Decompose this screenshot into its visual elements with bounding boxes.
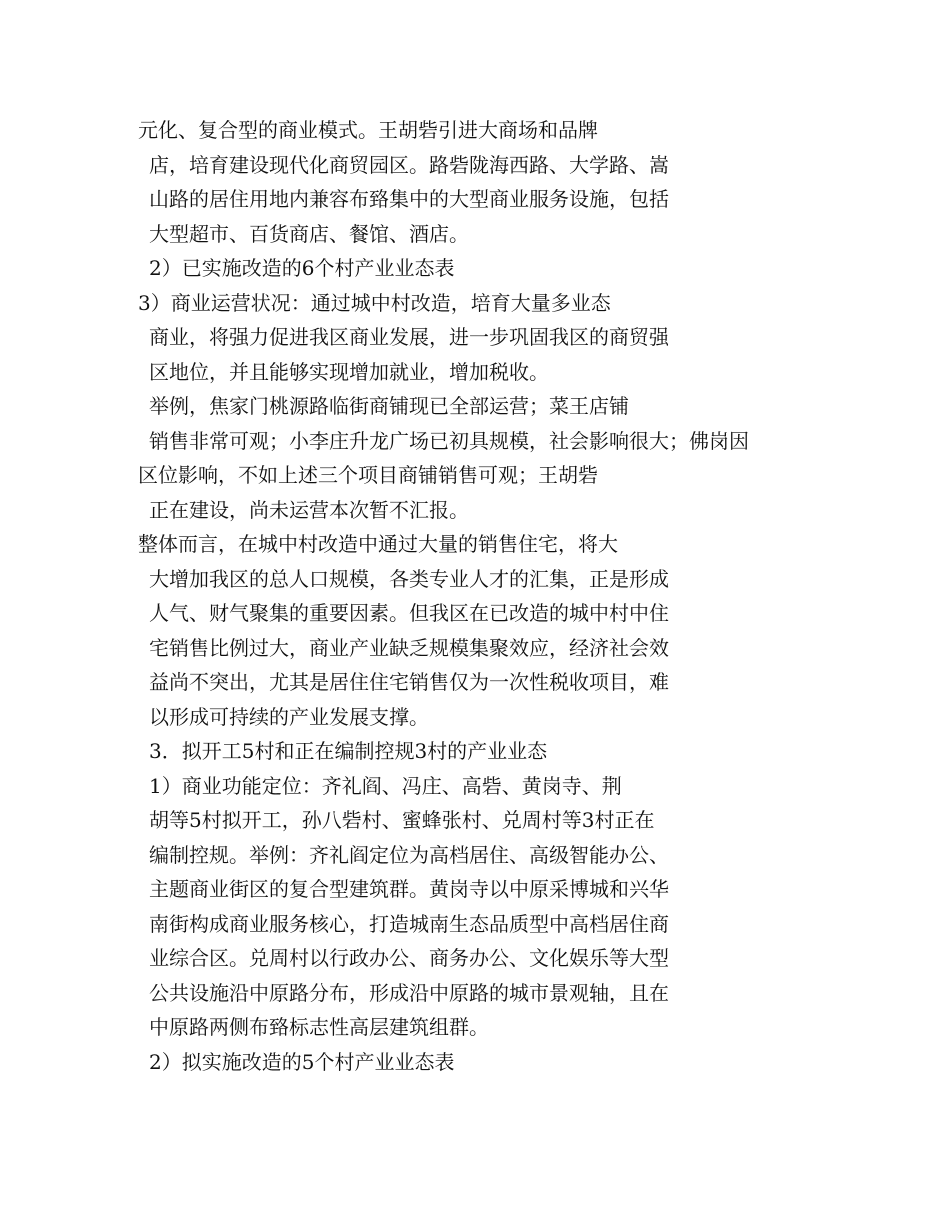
text-line: 人气、财气聚集的重要因素。但我区在已改造的城中村中住 [149,601,669,625]
text-line: 正在建设，尚未运营本次暂不汇报。 [149,497,469,522]
text-line: 中原路两侧布臵标志性高层建筑组群。 [149,1015,489,1039]
text-line: 2）已实施改造的6个村产业业态表 [149,256,455,280]
text-line: 业综合区。兑周村以行政办公、商务办公、文化娱乐等大型 [149,946,669,970]
text-line: 举例，焦家门桃源路临街商铺现已全部运营；菜王店铺 [149,394,629,418]
document-body [0,113,950,1079]
text-line: 主题商业街区的复合型建筑群。黄岗寺以中原采博城和兴华 [149,877,669,901]
text-line: 2）拟实施改造的5个村产业业态表 [149,1049,455,1074]
text-line: 区位影响，不如上述三个项目商铺销售可观；王胡砦 [138,463,598,487]
text-line: 益尚不突出，尤其是居住住宅销售仅为一次性税收项目，难 [149,670,669,694]
text-line: 元化、复合型的商业模式。王胡砦引进大商场和品牌 [138,118,598,142]
text-line: 大型超市、百货商店、餐馆、酒店。 [149,221,469,246]
text-line: 销售非常可观；小李庄升龙广场已初具规模，社会影响很大；佛岗因 [149,428,749,453]
text-line: 公共设施沿中原路分布，形成沿中原路的城市景观轴，且在 [149,980,669,1005]
text-line: 1）商业功能定位：齐礼阎、冯庄、高砦、黄岗寺、荆 [149,773,622,798]
text-line: 整体而言，在城中村改造中通过大量的销售住宅，将大 [138,532,618,556]
text-line: 商业，将强力促进我区商业发展，进一步巩固我区的商贸强 [149,325,669,349]
text-line: 以形成可持续的产业发展支撑。 [149,704,429,729]
text-line: 宅销售比例过大，商业产业缺乏规模集聚效应，经济社会效 [149,635,669,660]
text-line: 南街构成商业服务核心，打造城南生态品质型中高档居住商 [149,911,669,936]
text-line: 大增加我区的总人口规模，各类专业人才的汇集，正是形成 [149,566,669,591]
text-line: 山路的居住用地内兼容布臵集中的大型商业服务设施，包括 [149,187,669,211]
text-line: 店，培育建设现代化商贸园区。路砦陇海西路、大学路、嵩 [149,152,669,177]
text-line: 胡等5村拟开工，孙八砦村、蜜蜂张村、兑周村等3村正在 [149,808,655,832]
text-line: 区地位，并且能够实现增加就业，增加税收。 [149,359,549,384]
text-line: 编制控规。举例：齐礼阎定位为高档居住、高级智能办公、 [149,842,669,867]
text-line: 3．拟开工5村和正在编制控规3村的产业业态 [149,739,548,763]
text-line: 3）商业运营状况：通过城中村改造，培育大量多业态 [138,290,611,315]
